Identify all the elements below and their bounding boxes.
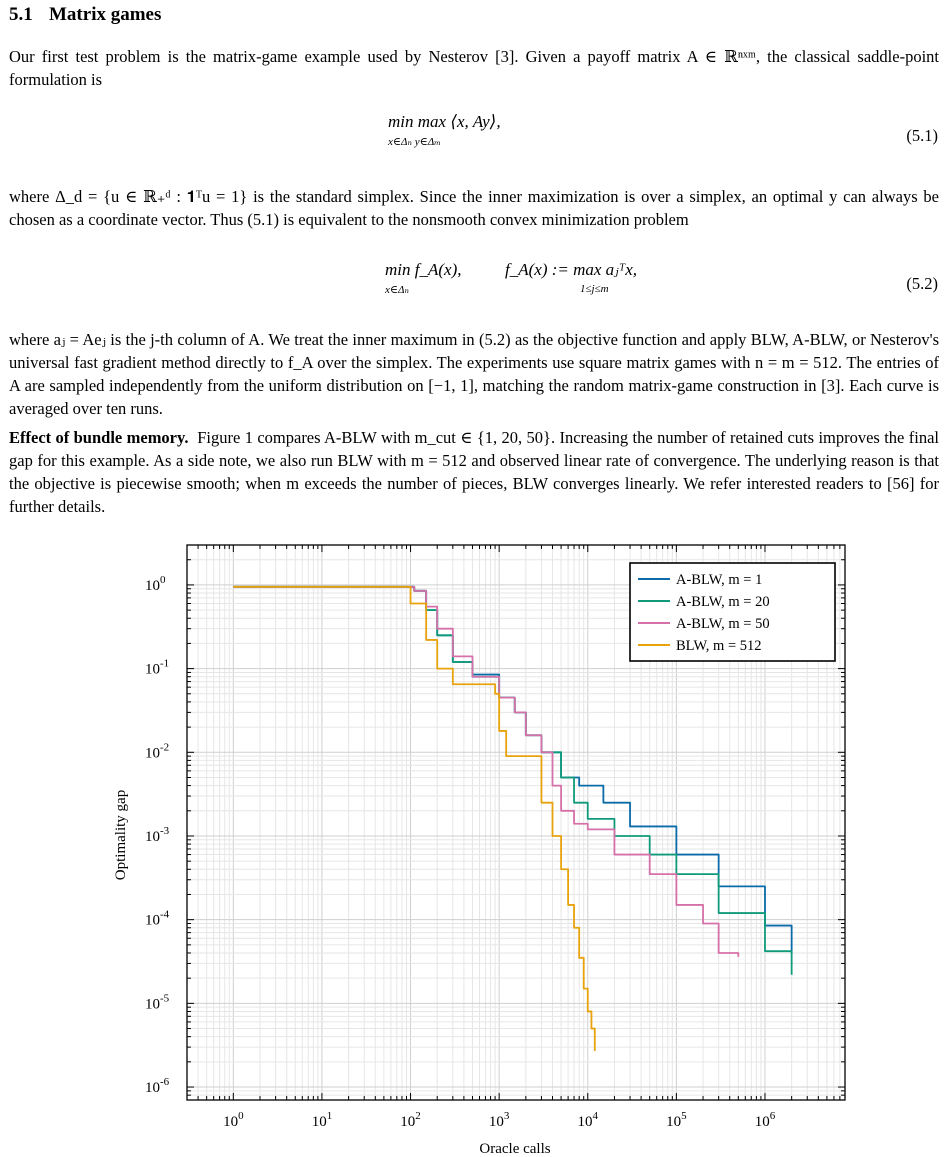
paragraph-bundle-memory-heading: Effect of bundle memory.: [9, 428, 189, 447]
paragraph-bundle-memory-text: Figure 1 compares A-BLW with m_cut ∈ {1, 20, 50}. Increasing the number of retained cuts improves the final gap for this example. As a side note, we also run BLW with m = 512 and observed linear rate of convergence. The underlying reason is that the objective is piecewise smooth; when m exceeds the number of pieces, BLW converges linearly. We refer interested readers to [56] for further details.: [9, 428, 939, 516]
y-tick-label: $10^0$: [145, 573, 166, 594]
figure-1-chart: [95, 535, 895, 1157]
x-tick-label: $10^3$: [488, 1110, 510, 1130]
legend-label: BLW, m = 512: [676, 638, 762, 654]
y-tick-label: $10^{-4}$: [145, 908, 170, 929]
equation-5-2-left-subscript: x∈Δₙ: [385, 284, 409, 296]
equation-5-2: [0, 260, 948, 320]
y-tick-label: $10^{-5}$: [145, 992, 170, 1013]
paragraph-setup: where aⱼ = Aeⱼ is the j-th column of A. We treat the inner maximum in (5.2) as the objective function and apply BLW, A-BLW, or Nesterov's universal fast gradient method directly to f_A over the simplex. The experiments use square matrix games with n = m = 512. The entries of A are sampled independently from the uniform distribution on [−1, 1], matching the random matrix-game construction in [3]. Each curve is averaged over ten runs.: [9, 330, 939, 418]
section-title: Matrix games: [49, 4, 162, 25]
x-tick-label: $10^1$: [311, 1110, 333, 1130]
legend-label: A-BLW, m = 20: [676, 594, 770, 610]
legend-label: A-BLW, m = 50: [676, 616, 770, 632]
y-tick-label: $10^{-1}$: [145, 657, 170, 678]
paragraph-bundle-memory: [9, 426, 939, 518]
x-tick-label: $10^0$: [223, 1110, 244, 1130]
y-tick-label: $10^{-2}$: [145, 741, 170, 762]
legend-label: A-BLW, m = 1: [676, 572, 763, 588]
chart-legend: [630, 563, 835, 661]
equation-5-2-left: min f_A(x),: [385, 260, 462, 279]
y-axis-label: Optimality gap: [113, 789, 129, 881]
paragraph-intro: Our first test problem is the matrix-game example used by Nesterov [3]. Given a payoff matrix A ∈ ℝⁿˣᵐ, the classical saddle-point formulation is: [9, 47, 939, 89]
equation-5-1: [0, 112, 948, 172]
equation-5-2-label: (5.2): [906, 274, 938, 293]
x-tick-label: $10^6$: [754, 1110, 776, 1130]
equation-5-1-label: (5.1): [906, 126, 938, 145]
x-tick-label: $10^2$: [400, 1110, 421, 1130]
section-heading: [9, 4, 161, 26]
y-tick-label: $10^{-3}$: [145, 824, 170, 845]
series-line: [233, 587, 594, 1051]
equation-5-1-subscripts: x∈Δₙ y∈Δₘ: [388, 136, 441, 148]
x-axis-label: Oracle calls: [479, 1141, 551, 1157]
equation-5-2-right: f_A(x) := max aⱼᵀx,: [505, 260, 638, 279]
x-tick-label: $10^4$: [577, 1110, 599, 1130]
equation-5-2-right-subscript: 1≤j≤m: [580, 283, 609, 295]
equation-5-1-body: min max ⟨x, Ay⟩,: [388, 112, 501, 131]
paragraph-simplex: where Δ_d = {u ∈ ℝ₊ᵈ : 𝟏ᵀu = 1} is the standard simplex. Since the inner maximization is over a simplex, an optimal y can always be chosen as a coordinate vector. Thus (5.1) is equivalent to the nonsmooth convex minimization problem: [9, 187, 939, 229]
y-tick-label: $10^{-6}$: [145, 1076, 170, 1097]
x-tick-label: $10^5$: [666, 1110, 687, 1130]
section-number: 5.1: [9, 4, 33, 25]
